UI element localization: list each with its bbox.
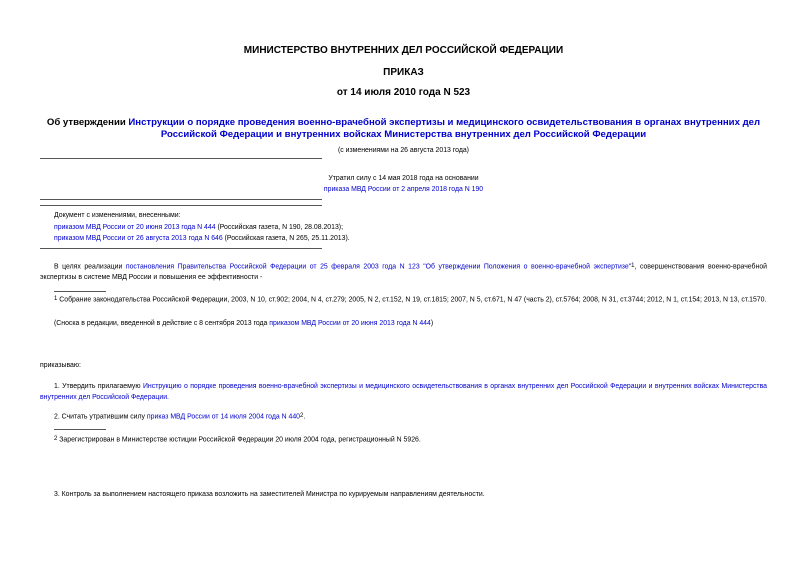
footnote-edition-link[interactable]: приказом МВД России от 20 июня 2013 года N 444 <box>269 320 431 327</box>
divider <box>40 199 322 200</box>
order-item-3: 3. Контроль за выполнением настоящего приказа возложить на заместителей Министра по курируемым направлениям деятельности. <box>54 491 485 498</box>
order-item-1-end: . <box>167 394 169 401</box>
changes-item-source: (Российская газета, N 190, 28.08.2013); <box>215 224 344 231</box>
divider <box>40 205 322 206</box>
document-type: ПРИКАЗ <box>383 67 424 78</box>
footnote-edition-end: ) <box>430 320 434 327</box>
divider <box>40 248 322 249</box>
amendment-444-link[interactable]: приказом МВД России от 20 июня 2013 года N 444 <box>54 224 216 231</box>
instruction-title-link[interactable]: Инструкции о порядке проведения военно-врачебной экспертизы и медицинского освидетельствования в органах внутренних дел Российской Федерации и внутренних войсках Министерства внутренних дел Российской Федерации <box>128 117 761 140</box>
preamble-rest: , совершенствования военно-врачебной экспертизы в системе МВД России и повышения ее эффективности - <box>40 263 767 282</box>
order-item-2 <box>54 411 764 422</box>
footnote-divider <box>54 429 106 430</box>
preamble-start: В целях реализации <box>54 263 126 271</box>
order-item-2-end: . <box>303 413 306 421</box>
document-date: от 14 июля 2010 года N 523 <box>336 87 471 98</box>
footnote-1-text: Собрание законодательства Российской Федерации, 2003, N 10, ст.902; 2004, N 4, ст.279; 2005, N 2, ст.152, N 19, ст.1815; 2007, N 5, ст.671, N 47 (часть 2), ст.5764; 2008, N 31, ст.3744; 2012, N 1, ст.154; 2013, N 13, ст.1570. <box>57 296 767 304</box>
footnote-edition-start: (Сноска в редакции, введенной в действие с 8 сентября 2013 года <box>54 320 270 327</box>
order-item-2-start: 2. Считать утратившим силу <box>54 413 147 421</box>
footnote-1-edition <box>54 318 764 329</box>
changes-item <box>54 222 754 233</box>
footnote-marker: 1 <box>54 296 58 302</box>
footnote-marker: 2 <box>54 436 58 442</box>
lapsed-notice-basis <box>40 184 767 195</box>
title-prefix: Об утверждении <box>46 117 129 128</box>
order-440-link[interactable]: приказ МВД России от 14 июля 2004 года N 440 <box>146 413 301 421</box>
amendment-646-link[interactable]: приказом МВД России от 26 августа 2013 года N 646 <box>54 235 223 242</box>
footnote-2 <box>54 434 764 445</box>
order-word: приказываю: <box>40 362 81 369</box>
footnote-marker[interactable]: 2 <box>300 413 304 419</box>
footnote-1 <box>40 294 767 305</box>
ministry-heading: МИНИСТЕРСТВО ВНУТРЕННИХ ДЕЛ РОССИЙСКОЙ ФЕДЕРАЦИИ <box>243 45 564 56</box>
lapsed-notice: Утратил силу с 14 мая 2018 года на основании <box>328 175 479 182</box>
changes-heading: Документ с изменениями, внесенными: <box>54 212 181 219</box>
order-item-1 <box>40 381 767 403</box>
changes-item-source: (Российская газета, N 265, 25.11.2013). <box>222 235 350 242</box>
footnote-marker[interactable]: 1 <box>631 263 635 269</box>
government-resolution-link[interactable]: постановления Правительства Российской Федерации от 25 февраля 2003 года N 123 "Об утверждении Положения о военно-врачебной экспертизе" <box>125 263 632 271</box>
footnote-2-text: Зарегистрирован в Министерстве юстиции Российской Федерации 20 июля 2004 года, регистрационный N 5926. <box>57 436 421 444</box>
amendment-note: (с изменениями на 26 августа 2013 года) <box>338 147 469 154</box>
preamble <box>40 261 767 283</box>
lapsed-order-link[interactable]: приказа МВД России от 2 апреля 2018 года N 190 <box>323 186 484 193</box>
footnote-divider <box>54 291 106 292</box>
divider <box>40 158 322 159</box>
instruction-link[interactable]: Инструкцию о порядке проведения военно-врачебной экспертизы и медицинского освидетельствования в органах внутренних дел Российской Федерации и внутренних войсках Министерства внутренних дел Российской Федерации <box>40 383 767 401</box>
order-item-1-start: 1. Утвердить прилагаемую <box>54 383 143 390</box>
document-title <box>40 117 767 141</box>
changes-item <box>54 233 754 244</box>
